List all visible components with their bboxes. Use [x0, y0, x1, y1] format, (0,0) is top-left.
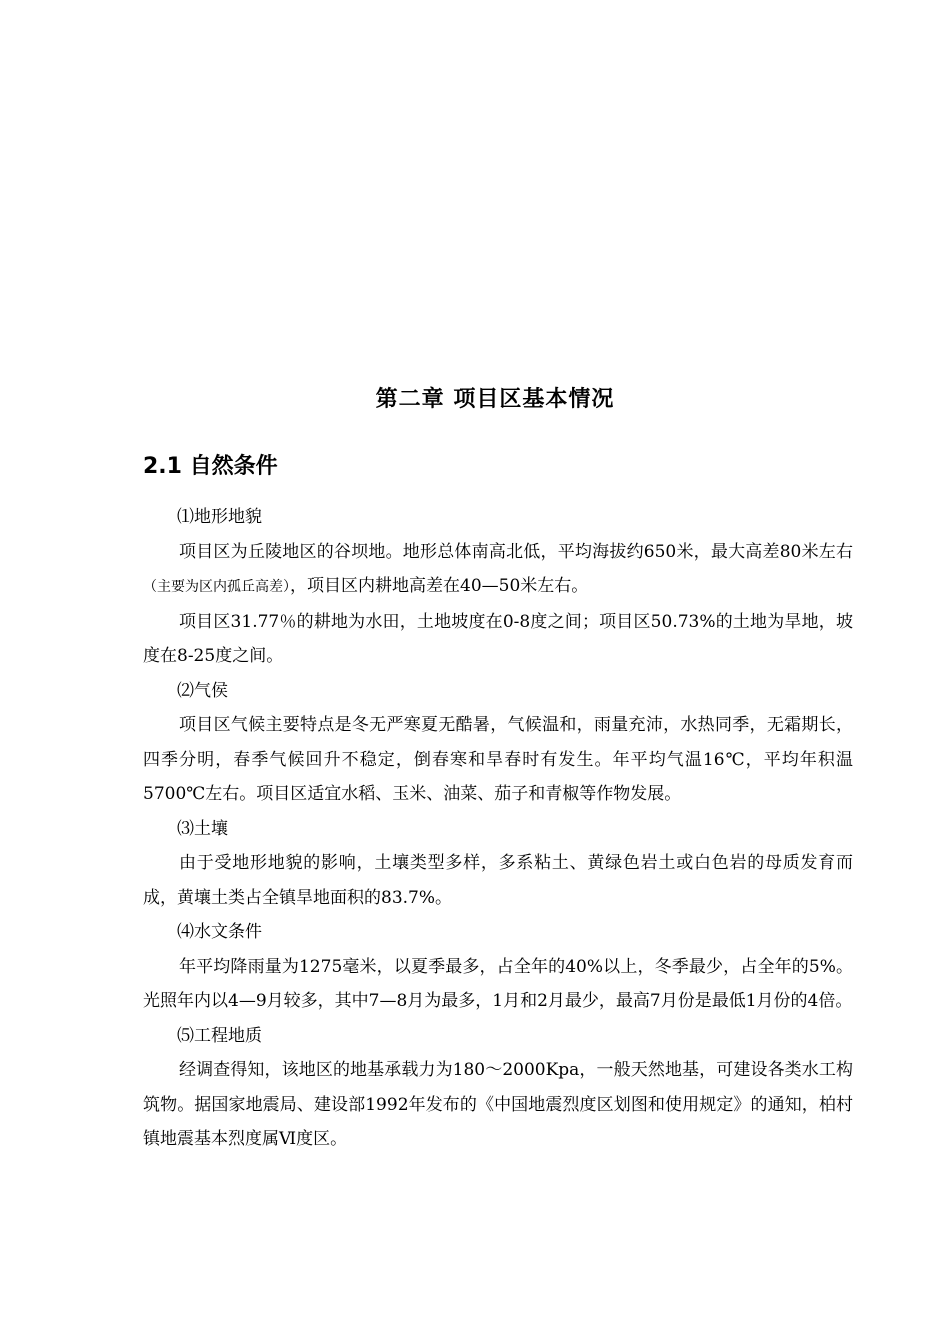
- item-heading-terrain: ⑴地形地貌: [177, 507, 262, 527]
- paragraph-climate: 项目区气候主要特点是冬无严寒夏无酷暑，气候温和，雨量充沛，水热同季，无霜期长，四季分明，春季气候回升不稳定，倒春寒和旱春时有发生。年平均气温16℃，平均年积温5700℃左右。项目区适宜水稻、玉米、油菜、茄子和青椒等作物发展。: [143, 715, 853, 804]
- section-title: 2.1 自然条件: [143, 454, 278, 479]
- document-body: [143, 500, 853, 1157]
- item-heading-hydrology: ⑷水文条件: [177, 922, 262, 942]
- item-heading-climate: ⑵气侯: [177, 680, 228, 701]
- paragraph-terrain-2: 项目区31.77％的耕地为水田，土地坡度在0-8度之间；项目区50.73%的土地为旱地，坡度在8-25度之间。: [143, 611, 853, 666]
- paragraph-text: 项目区为丘陵地区的谷坝地。地形总体南高北低，平均海拔约650米，最大高差80米左右: [179, 541, 853, 562]
- item-heading-soil: ⑶土壤: [177, 818, 228, 839]
- paragraph-note: （主要为区内孤丘高差）: [143, 579, 290, 595]
- paragraph-soil: 由于受地形地貌的影响，土壤类型多样，多系粘土、黄绿色岩土或白色岩的母质发育而成，黄壤土类占全镇旱地面积的83.7%。: [143, 853, 853, 908]
- paragraph-text: ，项目区内耕地高差在40—50米左右。: [290, 576, 589, 596]
- paragraph-terrain-1: [143, 535, 853, 605]
- paragraph-geology: 经调查得知，该地区的地基承载力为180～2000Kpa，一般天然地基，可建设各类水工构筑物。据国家地震局、建设部1992年发布的《中国地震烈度区划图和使用规定》的通知，柏村镇地震基本烈度属Ⅵ度区。: [143, 1060, 853, 1149]
- paragraph-hydrology: 年平均降雨量为1275毫米，以夏季最多，占全年的40%以上，冬季最少，占全年的5%。光照年内以4—9月较多，其中7—8月为最多，1月和2月最少，最高7月份是最低1月份的4倍。: [143, 956, 853, 1011]
- chapter-title: 第二章 项目区基本情况: [375, 387, 615, 412]
- item-heading-geology: ⑸工程地质: [177, 1025, 262, 1046]
